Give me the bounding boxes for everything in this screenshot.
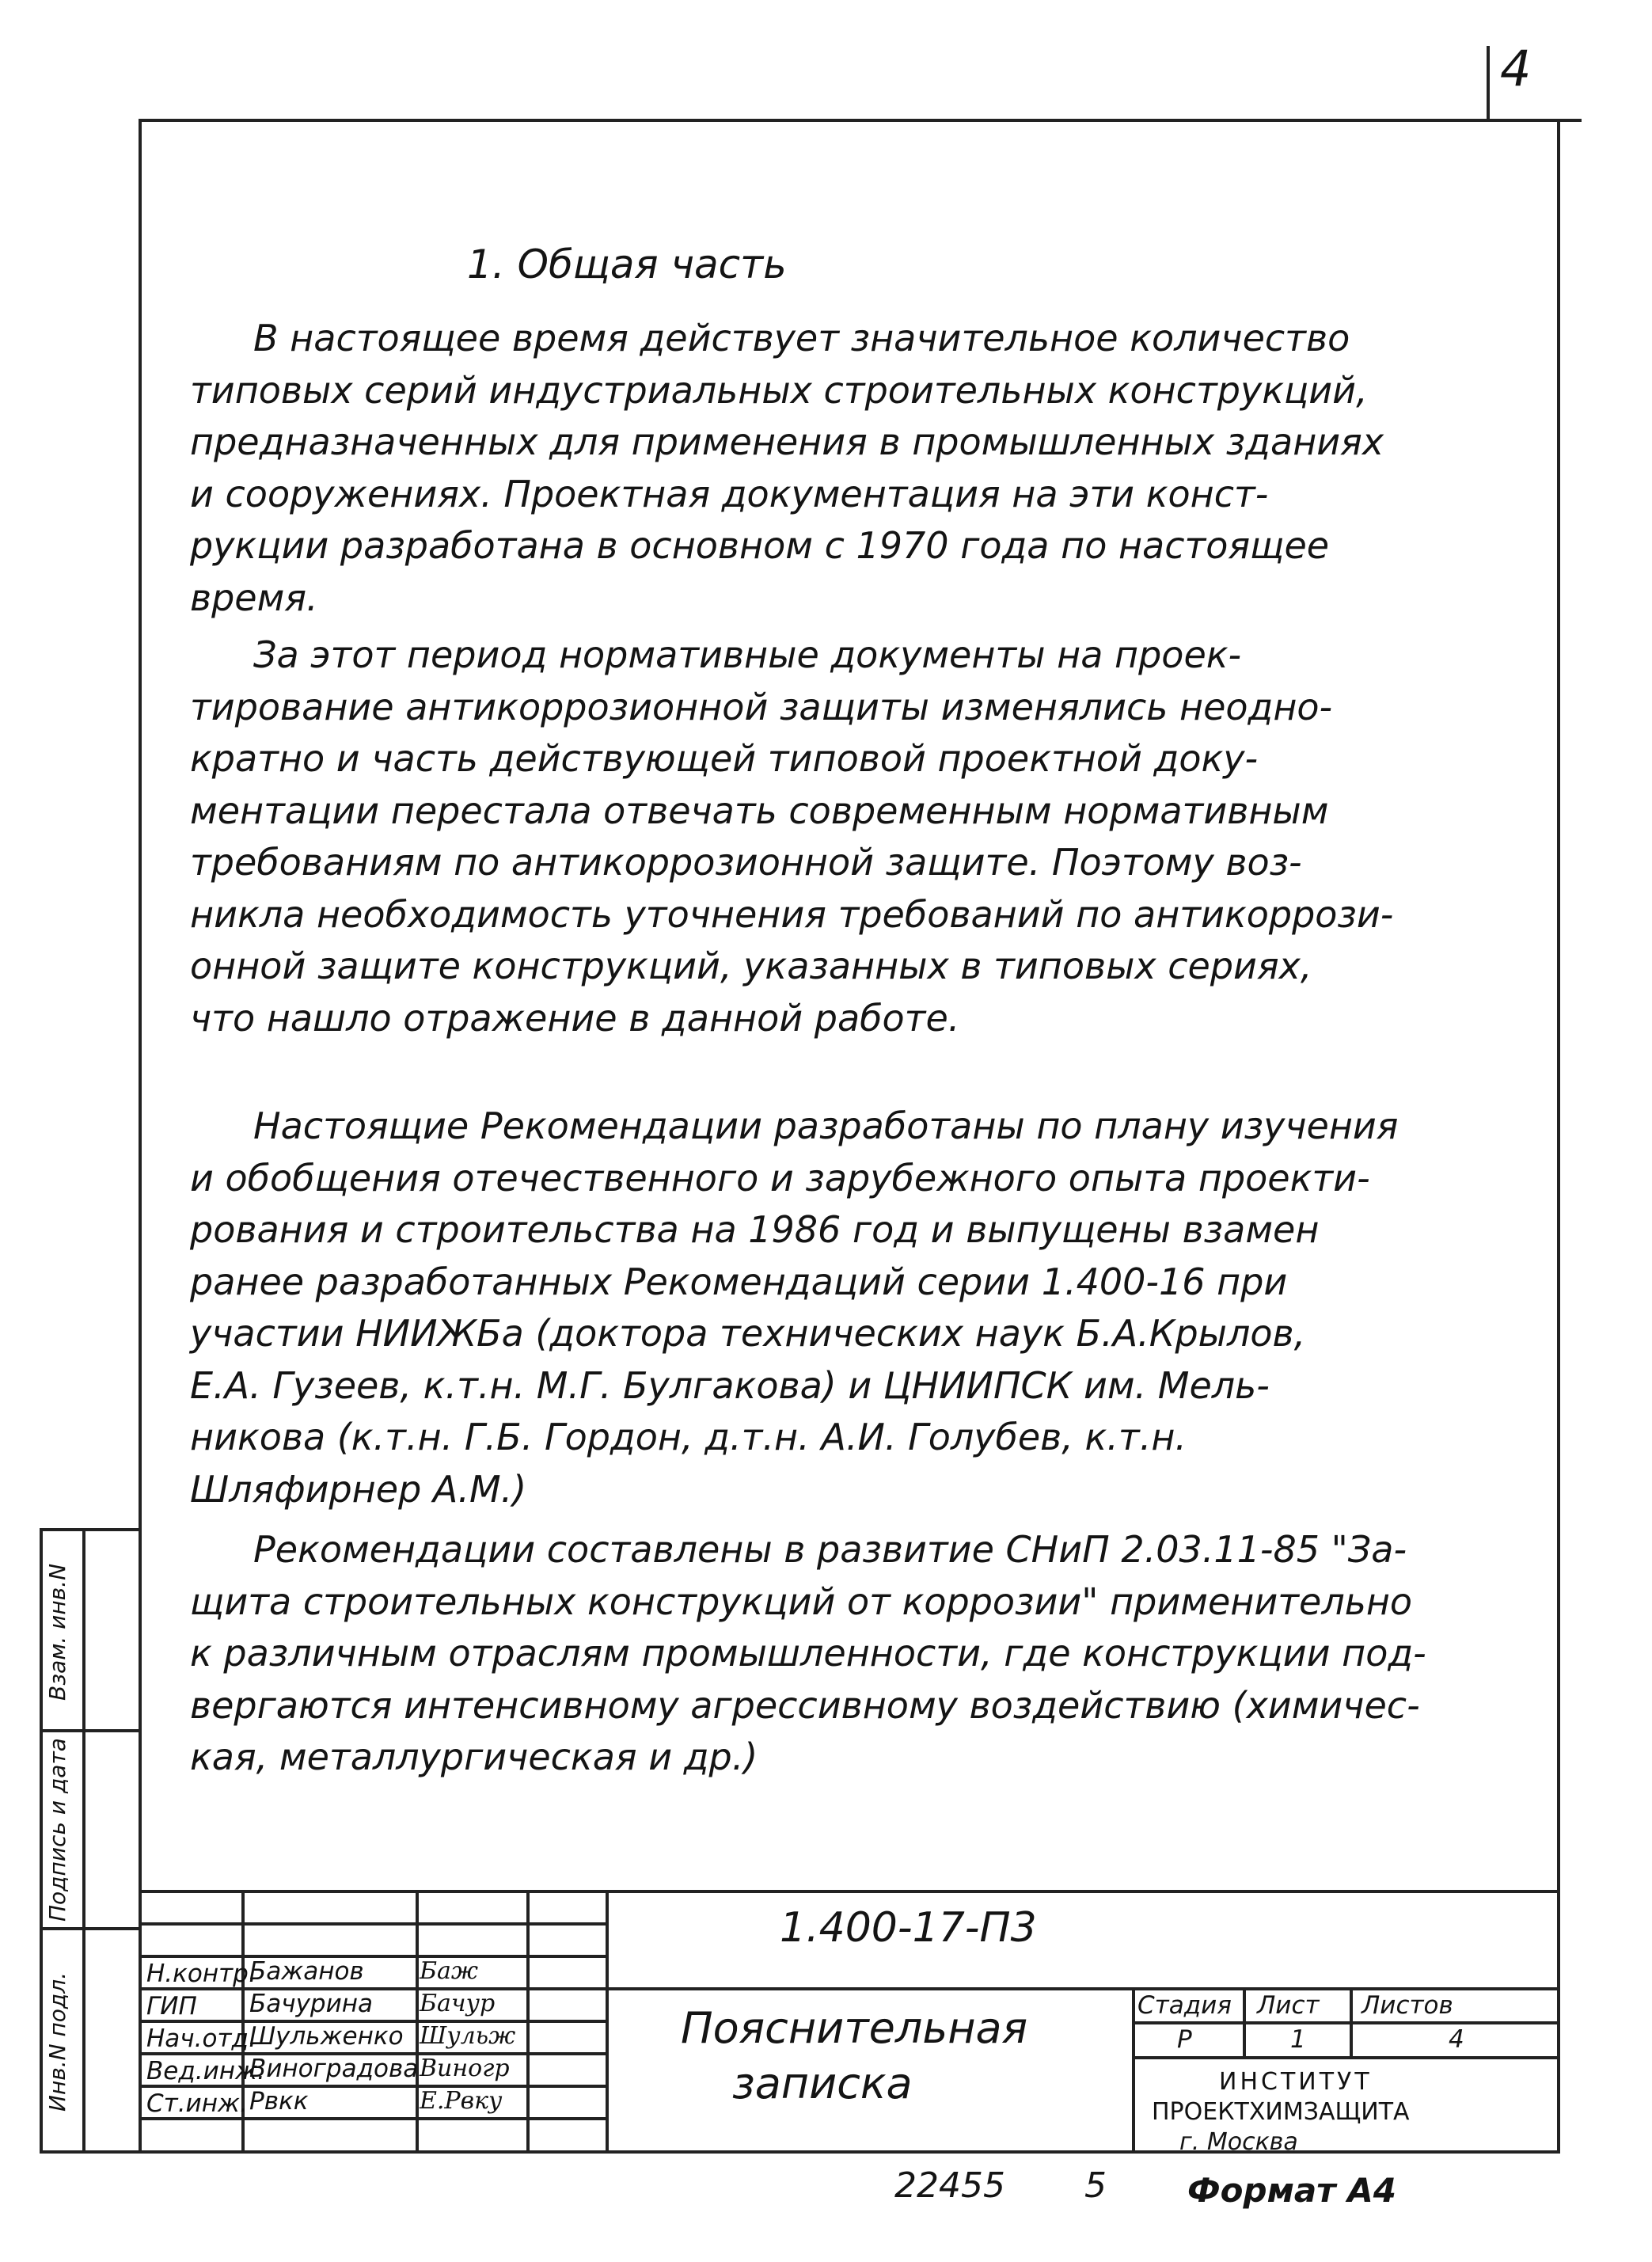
text-line: Рекомендации составлены в развитие СНиП 2.03.11-85 "За- bbox=[253, 1528, 1407, 1571]
role-surname: Шульженко bbox=[249, 2022, 404, 2051]
organization-line-2: ПРОЕКТХИМЗАЩИТА bbox=[1152, 2098, 1410, 2126]
text-line: участии НИИЖБа (доктора технических наук Б.А.Крылов, bbox=[190, 1312, 1306, 1355]
organization-city: г. Москва bbox=[1179, 2128, 1298, 2156]
text-line: щита строительных конструкций от коррозии" применительно bbox=[190, 1580, 1413, 1623]
text-line: требованиям по антикоррозионной защите. Поэтому воз- bbox=[190, 841, 1302, 884]
role-surname: Бачурина bbox=[249, 1990, 374, 2018]
stage-grid-line bbox=[1132, 2056, 1560, 2059]
document-title-line-1: Пояснительная bbox=[681, 2003, 1028, 2053]
stage-value: Р bbox=[1177, 2025, 1192, 2054]
page-number: 4 bbox=[1500, 40, 1532, 97]
inventory-number: 22455 bbox=[894, 2165, 1005, 2206]
text-line: никова (к.т.н. Г.Б. Гордон, д.т.н. А.И. Голубев, к.т.н. bbox=[190, 1416, 1187, 1458]
text-line: вергаются интенсивному агрессивному воздействию (химичес- bbox=[190, 1683, 1420, 1727]
sheet-label: Лист bbox=[1257, 1991, 1320, 2020]
role-position: Нач.отд. bbox=[146, 2024, 256, 2053]
margin-row-divider bbox=[43, 1927, 139, 1930]
sheet-number: 5 bbox=[1084, 2165, 1107, 2206]
section-title: 1. Общая часть bbox=[467, 241, 787, 287]
stage-label: Стадия bbox=[1137, 1991, 1232, 2020]
text-line: кая, металлургическая и др.) bbox=[190, 1735, 758, 1778]
stage-grid-line bbox=[1132, 1987, 1135, 2154]
role-position: Ст.инж. bbox=[146, 2089, 248, 2118]
role-surname: Рвкк bbox=[249, 2087, 309, 2116]
side-label-podpis-data: Подпись и дата bbox=[44, 1738, 70, 1922]
paragraph-4 bbox=[190, 1524, 1512, 1784]
page-number-divider bbox=[1487, 46, 1490, 121]
format-label: Формат А4 bbox=[1187, 2171, 1396, 2210]
text-line: В настоящее время действует значительное количество bbox=[253, 317, 1350, 359]
sheets-label: Листов bbox=[1361, 1991, 1453, 2020]
text-line: тирование антикоррозионной защиты изменялись неодно- bbox=[190, 685, 1333, 728]
sheet-value: 1 bbox=[1290, 2025, 1306, 2054]
role-position: Н.контр. bbox=[146, 1960, 256, 1988]
text-line: к различным отраслям промышленности, где конструкции под- bbox=[190, 1632, 1426, 1675]
text-line: и сооружениях. Проектная документация на эти конст- bbox=[190, 472, 1269, 515]
text-line: что нашло отражение в данной работе. bbox=[190, 996, 960, 1040]
paragraph-2 bbox=[190, 629, 1512, 1044]
document-title-line-2: записка bbox=[732, 2059, 913, 2108]
role-signature: Бачур bbox=[420, 1990, 496, 2017]
role-signature: Шульж bbox=[420, 2022, 516, 2050]
stage-grid-line bbox=[1132, 2021, 1560, 2024]
margin-stamp-column bbox=[40, 1528, 139, 2154]
side-label-vzam-inv: Взам. инв.N bbox=[44, 1563, 70, 1701]
document-code: 1.400-17-П3 bbox=[780, 1904, 1037, 1952]
text-line: ранее разработанных Рекомендаций серии 1.400-16 при bbox=[190, 1260, 1288, 1303]
role-surname: Бажанов bbox=[249, 1957, 364, 1986]
text-line: рукции разработана в основном с 1970 года по настоящее bbox=[190, 524, 1330, 567]
text-line: предназначенных для применения в промышленных зданиях bbox=[190, 420, 1384, 463]
title-block-row-line bbox=[139, 1955, 606, 1958]
text-line: типовых серий индустриальных строительных конструкций, bbox=[190, 368, 1368, 412]
title-block-col-line bbox=[606, 1890, 609, 2154]
sheets-value: 4 bbox=[1449, 2025, 1464, 2054]
title-block-col-line bbox=[526, 1890, 530, 2154]
margin-column-divider bbox=[82, 1531, 85, 2150]
text-line: никла необходимость уточнения требований по антикоррози- bbox=[190, 892, 1394, 936]
role-position: ГИП bbox=[146, 1992, 197, 2021]
text-line: и обобщения отечественного и зарубежного опыта проекти- bbox=[190, 1156, 1370, 1199]
role-surname: Виноградова bbox=[249, 2055, 419, 2083]
text-line: онной защите конструкций, указанных в типовых сериях, bbox=[190, 945, 1312, 987]
text-line: кратно и часть действующей типовой проектной доку- bbox=[190, 737, 1259, 780]
title-block-top-border bbox=[139, 1890, 1560, 1893]
text-line: время. bbox=[190, 576, 318, 619]
side-label-inv-no-podl: Инв.N подл. bbox=[44, 1971, 70, 2112]
text-line: За этот период нормативные документы на проек- bbox=[253, 633, 1242, 676]
text-line: Е.А. Гузеев, к.т.н. М.Г. Булгакова) и ЦНИИПСК им. Мель- bbox=[190, 1363, 1270, 1407]
text-line: Шляфирнер А.М.) bbox=[190, 1467, 527, 1511]
role-position: Вед.инж. bbox=[146, 2057, 265, 2085]
role-signature: Баж bbox=[420, 1957, 479, 1985]
role-signature: Виногр bbox=[420, 2055, 510, 2082]
text-line: ментации перестала отвечать современным нормативным bbox=[190, 789, 1329, 832]
title-block-col-line bbox=[416, 1890, 419, 2154]
organization-line-1: ИНСТИТУТ bbox=[1219, 2068, 1373, 2096]
margin-row-divider bbox=[43, 1729, 139, 1732]
text-line: рования и строительства на 1986 год и выпущены взамен bbox=[190, 1208, 1320, 1251]
text-line: Настоящие Рекомендации разработаны по плану изучения bbox=[253, 1104, 1399, 1147]
paragraph-1 bbox=[190, 313, 1512, 624]
paragraph-3 bbox=[190, 1101, 1512, 1515]
title-block-row-line bbox=[139, 1922, 606, 1926]
role-signature: Е.Рвку bbox=[420, 2087, 503, 2115]
